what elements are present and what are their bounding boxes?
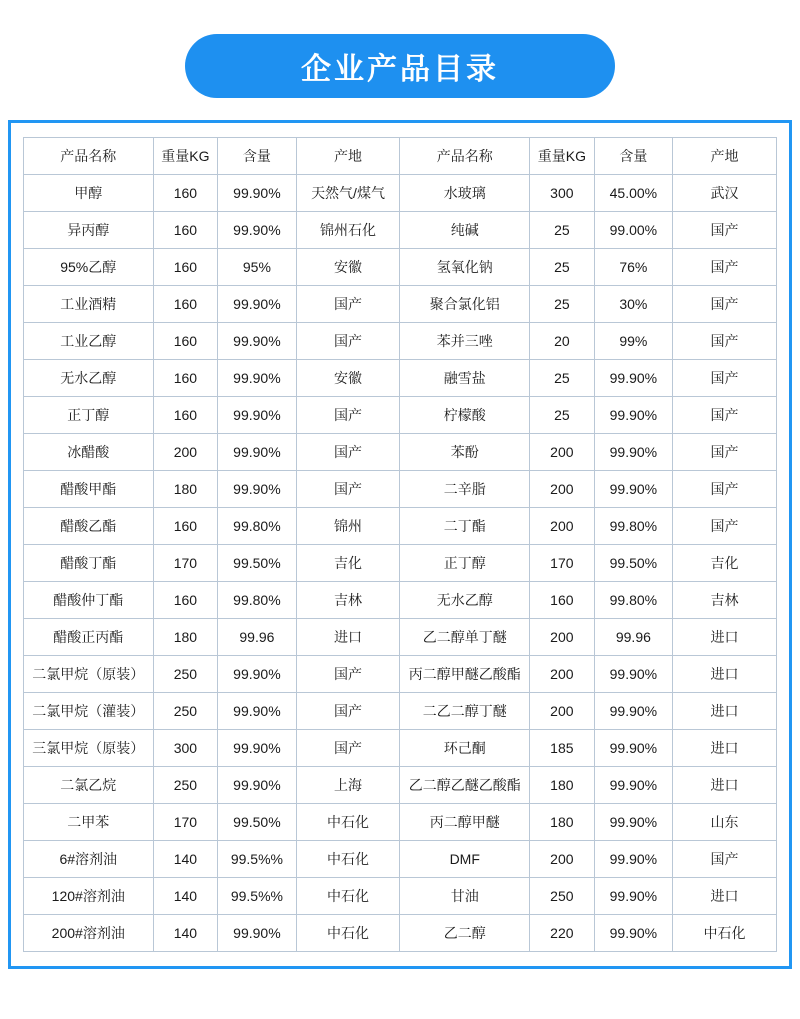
cell-origin-2: 进口: [673, 693, 777, 730]
cell-weight-1: 140: [153, 878, 218, 915]
cell-product-name-2: 苯酚: [400, 434, 530, 471]
cell-product-name-2: 甘油: [400, 878, 530, 915]
cell-content-2: 30%: [594, 286, 672, 323]
cell-origin-1: 中石化: [296, 878, 400, 915]
cell-content-1: 99.50%: [218, 804, 296, 841]
cell-origin-2: 国产: [673, 434, 777, 471]
cell-product-name-2: 二丁酯: [400, 508, 530, 545]
cell-content-1: 99.80%: [218, 582, 296, 619]
cell-content-1: 99.5%%: [218, 878, 296, 915]
table-row: [24, 730, 777, 767]
cell-origin-2: 国产: [673, 397, 777, 434]
header-banner: [185, 34, 615, 98]
column-header-weight-2: 重量KG: [529, 138, 594, 175]
cell-origin-2: 国产: [673, 286, 777, 323]
cell-product-name-2: 二辛脂: [400, 471, 530, 508]
cell-content-1: 99.90%: [218, 212, 296, 249]
cell-origin-1: 国产: [296, 471, 400, 508]
cell-weight-1: 300: [153, 730, 218, 767]
table-row: [24, 693, 777, 730]
cell-origin-2: 进口: [673, 656, 777, 693]
table-row: [24, 545, 777, 582]
cell-origin-1: 国产: [296, 693, 400, 730]
cell-weight-2: 200: [529, 841, 594, 878]
table-row: [24, 323, 777, 360]
cell-origin-2: 进口: [673, 767, 777, 804]
cell-origin-2: 国产: [673, 360, 777, 397]
cell-weight-2: 160: [529, 582, 594, 619]
cell-product-name-1: 醋酸甲酯: [24, 471, 154, 508]
cell-origin-2: 进口: [673, 730, 777, 767]
cell-origin-2: 进口: [673, 878, 777, 915]
cell-product-name-1: 醋酸丁酯: [24, 545, 154, 582]
cell-origin-1: 安徽: [296, 360, 400, 397]
cell-product-name-1: 二氯甲烷（灌装）: [24, 693, 154, 730]
cell-origin-1: 锦州石化: [296, 212, 400, 249]
cell-weight-1: 180: [153, 619, 218, 656]
cell-product-name-2: 丙二醇甲醚: [400, 804, 530, 841]
cell-content-1: 99.90%: [218, 360, 296, 397]
cell-weight-2: 200: [529, 656, 594, 693]
cell-origin-1: 中石化: [296, 841, 400, 878]
table-row: [24, 508, 777, 545]
cell-product-name-2: 水玻璃: [400, 175, 530, 212]
cell-weight-2: 250: [529, 878, 594, 915]
table-row: [24, 582, 777, 619]
cell-product-name-2: 聚合氯化铝: [400, 286, 530, 323]
cell-origin-2: 国产: [673, 323, 777, 360]
table-row: [24, 878, 777, 915]
cell-content-2: 99.90%: [594, 397, 672, 434]
cell-weight-1: 180: [153, 471, 218, 508]
cell-product-name-2: 柠檬酸: [400, 397, 530, 434]
cell-weight-2: 220: [529, 915, 594, 952]
cell-weight-2: 185: [529, 730, 594, 767]
table-frame: [8, 120, 792, 969]
cell-origin-1: 中石化: [296, 804, 400, 841]
cell-weight-1: 140: [153, 915, 218, 952]
cell-weight-1: 160: [153, 286, 218, 323]
cell-content-1: 99.90%: [218, 730, 296, 767]
cell-content-1: 95%: [218, 249, 296, 286]
cell-origin-1: 天然气/煤气: [296, 175, 400, 212]
table-row: [24, 212, 777, 249]
cell-weight-2: 25: [529, 397, 594, 434]
cell-weight-1: 160: [153, 175, 218, 212]
cell-content-2: 99.90%: [594, 878, 672, 915]
cell-product-name-2: 环己酮: [400, 730, 530, 767]
cell-weight-2: 170: [529, 545, 594, 582]
table-header: [24, 138, 777, 175]
cell-origin-2: 国产: [673, 508, 777, 545]
table-row: [24, 286, 777, 323]
cell-content-1: 99.90%: [218, 693, 296, 730]
cell-weight-1: 170: [153, 804, 218, 841]
cell-origin-1: 吉化: [296, 545, 400, 582]
product-table: [23, 137, 777, 952]
table-row: [24, 434, 777, 471]
cell-weight-1: 140: [153, 841, 218, 878]
cell-origin-2: 国产: [673, 249, 777, 286]
cell-content-2: 99.00%: [594, 212, 672, 249]
cell-product-name-1: 工业乙醇: [24, 323, 154, 360]
cell-content-2: 99.90%: [594, 730, 672, 767]
cell-weight-1: 250: [153, 767, 218, 804]
cell-weight-2: 25: [529, 212, 594, 249]
cell-origin-1: 国产: [296, 730, 400, 767]
cell-content-2: 99.90%: [594, 471, 672, 508]
cell-content-2: 99%: [594, 323, 672, 360]
cell-content-1: 99.50%: [218, 545, 296, 582]
cell-weight-2: 200: [529, 508, 594, 545]
cell-weight-2: 25: [529, 249, 594, 286]
table-row: [24, 360, 777, 397]
cell-product-name-1: 无水乙醇: [24, 360, 154, 397]
cell-product-name-2: 正丁醇: [400, 545, 530, 582]
cell-content-2: 45.00%: [594, 175, 672, 212]
cell-content-2: 99.90%: [594, 360, 672, 397]
cell-origin-2: 山东: [673, 804, 777, 841]
column-header-product-name-1: 产品名称: [24, 138, 154, 175]
cell-origin-1: 吉林: [296, 582, 400, 619]
cell-product-name-1: 异丙醇: [24, 212, 154, 249]
cell-content-1: 99.96: [218, 619, 296, 656]
cell-weight-2: 200: [529, 693, 594, 730]
cell-content-2: 99.90%: [594, 693, 672, 730]
cell-product-name-2: 纯碱: [400, 212, 530, 249]
cell-weight-1: 160: [153, 508, 218, 545]
cell-weight-1: 200: [153, 434, 218, 471]
cell-product-name-1: 200#溶剂油: [24, 915, 154, 952]
cell-content-2: 99.90%: [594, 434, 672, 471]
table-row: [24, 767, 777, 804]
cell-weight-2: 180: [529, 767, 594, 804]
cell-weight-2: 200: [529, 619, 594, 656]
table-header-row: [24, 138, 777, 175]
cell-origin-1: 中石化: [296, 915, 400, 952]
column-header-content-1: 含量: [218, 138, 296, 175]
cell-weight-1: 160: [153, 249, 218, 286]
column-header-weight-1: 重量KG: [153, 138, 218, 175]
cell-content-1: 99.90%: [218, 767, 296, 804]
cell-product-name-1: 二甲苯: [24, 804, 154, 841]
cell-weight-1: 160: [153, 323, 218, 360]
cell-origin-2: 吉林: [673, 582, 777, 619]
cell-weight-1: 160: [153, 582, 218, 619]
cell-origin-2: 中石化: [673, 915, 777, 952]
cell-product-name-1: 正丁醇: [24, 397, 154, 434]
cell-product-name-2: 苯并三唑: [400, 323, 530, 360]
cell-content-1: 99.5%%: [218, 841, 296, 878]
cell-weight-2: 300: [529, 175, 594, 212]
table-row: [24, 619, 777, 656]
table-body: [24, 175, 777, 952]
cell-product-name-1: 冰醋酸: [24, 434, 154, 471]
cell-product-name-1: 6#溶剂油: [24, 841, 154, 878]
cell-product-name-1: 甲醇: [24, 175, 154, 212]
cell-product-name-2: 乙二醇单丁醚: [400, 619, 530, 656]
cell-product-name-2: 乙二醇乙醚乙酸酯: [400, 767, 530, 804]
cell-product-name-2: 二乙二醇丁醚: [400, 693, 530, 730]
cell-content-1: 99.90%: [218, 434, 296, 471]
cell-weight-1: 160: [153, 360, 218, 397]
cell-origin-1: 国产: [296, 397, 400, 434]
cell-weight-1: 170: [153, 545, 218, 582]
cell-origin-2: 国产: [673, 212, 777, 249]
cell-weight-2: 200: [529, 471, 594, 508]
cell-product-name-2: DMF: [400, 841, 530, 878]
cell-origin-2: 武汉: [673, 175, 777, 212]
cell-content-2: 99.90%: [594, 656, 672, 693]
table-row: [24, 915, 777, 952]
cell-origin-1: 国产: [296, 656, 400, 693]
cell-origin-1: 上海: [296, 767, 400, 804]
cell-weight-1: 250: [153, 693, 218, 730]
cell-content-2: 99.90%: [594, 767, 672, 804]
table-row: [24, 471, 777, 508]
table-row: [24, 397, 777, 434]
cell-origin-2: 吉化: [673, 545, 777, 582]
table-row: [24, 249, 777, 286]
cell-content-2: 99.50%: [594, 545, 672, 582]
table-row: [24, 656, 777, 693]
cell-content-1: 99.90%: [218, 471, 296, 508]
cell-content-1: 99.90%: [218, 323, 296, 360]
cell-origin-1: 国产: [296, 323, 400, 360]
cell-product-name-1: 工业酒精: [24, 286, 154, 323]
column-header-origin-2: 产地: [673, 138, 777, 175]
cell-origin-1: 安徽: [296, 249, 400, 286]
column-header-origin-1: 产地: [296, 138, 400, 175]
cell-content-1: 99.80%: [218, 508, 296, 545]
table-row: [24, 175, 777, 212]
cell-content-2: 99.90%: [594, 841, 672, 878]
cell-origin-2: 国产: [673, 471, 777, 508]
cell-origin-1: 锦州: [296, 508, 400, 545]
cell-product-name-2: 丙二醇甲醚乙酸酯: [400, 656, 530, 693]
cell-product-name-1: 二氯甲烷（原装）: [24, 656, 154, 693]
page-title: 企业产品目录: [301, 53, 499, 86]
cell-content-2: 99.96: [594, 619, 672, 656]
header-section: [0, 0, 800, 98]
cell-product-name-1: 95%乙醇: [24, 249, 154, 286]
cell-content-1: 99.90%: [218, 397, 296, 434]
cell-weight-2: 20: [529, 323, 594, 360]
cell-origin-1: 国产: [296, 286, 400, 323]
cell-product-name-1: 醋酸仲丁酯: [24, 582, 154, 619]
cell-content-1: 99.90%: [218, 915, 296, 952]
cell-product-name-1: 醋酸乙酯: [24, 508, 154, 545]
column-header-content-2: 含量: [594, 138, 672, 175]
cell-weight-2: 200: [529, 434, 594, 471]
cell-origin-2: 国产: [673, 841, 777, 878]
cell-origin-1: 国产: [296, 434, 400, 471]
cell-product-name-2: 乙二醇: [400, 915, 530, 952]
cell-product-name-1: 120#溶剂油: [24, 878, 154, 915]
cell-weight-1: 250: [153, 656, 218, 693]
cell-product-name-2: 无水乙醇: [400, 582, 530, 619]
cell-content-2: 99.80%: [594, 508, 672, 545]
cell-content-2: 99.90%: [594, 804, 672, 841]
cell-product-name-2: 融雪盐: [400, 360, 530, 397]
cell-content-2: 76%: [594, 249, 672, 286]
cell-content-1: 99.90%: [218, 656, 296, 693]
cell-weight-2: 25: [529, 286, 594, 323]
cell-product-name-1: 醋酸正丙酯: [24, 619, 154, 656]
table-row: [24, 841, 777, 878]
cell-content-1: 99.90%: [218, 175, 296, 212]
cell-weight-1: 160: [153, 397, 218, 434]
cell-content-2: 99.90%: [594, 915, 672, 952]
column-header-product-name-2: 产品名称: [400, 138, 530, 175]
cell-origin-1: 进口: [296, 619, 400, 656]
cell-product-name-1: 二氯乙烷: [24, 767, 154, 804]
cell-weight-1: 160: [153, 212, 218, 249]
cell-weight-2: 25: [529, 360, 594, 397]
cell-product-name-2: 氢氧化钠: [400, 249, 530, 286]
table-row: [24, 804, 777, 841]
cell-weight-2: 180: [529, 804, 594, 841]
cell-content-2: 99.80%: [594, 582, 672, 619]
cell-origin-2: 进口: [673, 619, 777, 656]
cell-content-1: 99.90%: [218, 286, 296, 323]
cell-product-name-1: 三氯甲烷（原装）: [24, 730, 154, 767]
